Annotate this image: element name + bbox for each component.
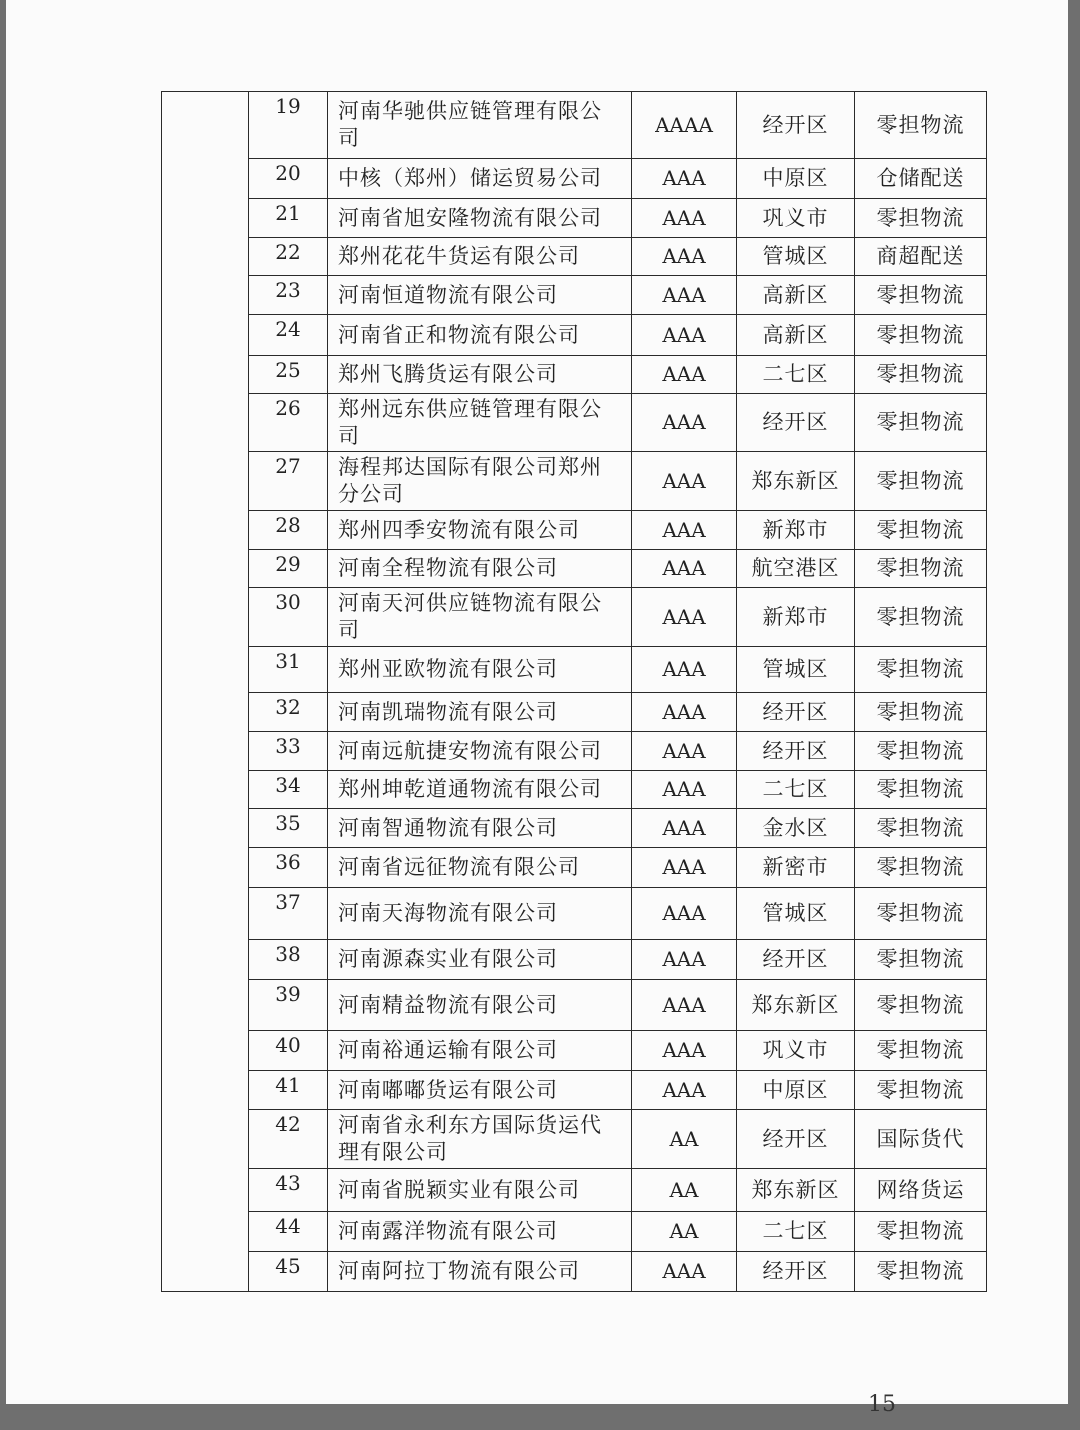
grade-level: AAA	[632, 1071, 737, 1110]
grade-level: AAA	[632, 980, 737, 1031]
grade-level: AAA	[632, 940, 737, 980]
company-name: 河南省旭安隆物流有限公司	[328, 199, 632, 238]
business-type: 零担物流	[855, 92, 987, 159]
grade-level: AAA	[632, 771, 737, 809]
row-number: 44	[249, 1212, 328, 1252]
row-number: 40	[249, 1031, 328, 1071]
company-name: 河南嘟嘟货运有限公司	[328, 1071, 632, 1110]
company-name: 河南省脱颖实业有限公司	[328, 1169, 632, 1212]
district: 中原区	[737, 159, 855, 199]
page-number: 15	[868, 1392, 896, 1417]
row-number: 39	[249, 980, 328, 1031]
row-number: 19	[249, 92, 328, 159]
grade-level: AAA	[632, 1031, 737, 1071]
row-number: 35	[249, 809, 328, 848]
district: 经开区	[737, 940, 855, 980]
row-number: 33	[249, 732, 328, 771]
company-name: 郑州四季安物流有限公司	[328, 511, 632, 550]
district: 新密市	[737, 848, 855, 888]
district: 管城区	[737, 647, 855, 693]
business-type: 国际货代	[855, 1110, 987, 1169]
district: 航空港区	[737, 550, 855, 588]
grade-level: AAA	[632, 647, 737, 693]
business-type: 零担物流	[855, 980, 987, 1031]
table-row	[162, 1212, 987, 1252]
company-name: 河南恒道物流有限公司	[328, 276, 632, 315]
table-row	[162, 732, 987, 771]
company-name: 河南阿拉丁物流有限公司	[328, 1252, 632, 1292]
business-type: 零担物流	[855, 940, 987, 980]
district: 巩义市	[737, 1031, 855, 1071]
table-row	[162, 238, 987, 276]
company-name: 郑州远东供应链管理有限公司	[328, 394, 632, 452]
grade-level: AAA	[632, 452, 737, 511]
row-number: 38	[249, 940, 328, 980]
district: 管城区	[737, 238, 855, 276]
row-number: 41	[249, 1071, 328, 1110]
table-row	[162, 199, 987, 238]
merged-category-cell	[162, 92, 249, 1292]
table-row	[162, 980, 987, 1031]
row-number: 37	[249, 888, 328, 940]
company-table	[161, 91, 987, 1292]
grade-level: AAA	[632, 199, 737, 238]
district: 郑东新区	[737, 980, 855, 1031]
company-name: 河南裕通运输有限公司	[328, 1031, 632, 1071]
company-name: 海程邦达国际有限公司郑州分公司	[328, 452, 632, 511]
business-type: 零担物流	[855, 693, 987, 732]
district: 中原区	[737, 1071, 855, 1110]
company-name: 郑州花花牛货运有限公司	[328, 238, 632, 276]
company-name: 中核（郑州）储运贸易公司	[328, 159, 632, 199]
row-number: 28	[249, 511, 328, 550]
table-row	[162, 1071, 987, 1110]
table-row	[162, 1169, 987, 1212]
business-type: 零担物流	[855, 588, 987, 647]
company-name: 河南华驰供应链管理有限公司	[328, 92, 632, 159]
district: 金水区	[737, 809, 855, 848]
business-type: 零担物流	[855, 1252, 987, 1292]
row-number: 42	[249, 1110, 328, 1169]
grade-level: AAA	[632, 276, 737, 315]
district: 高新区	[737, 276, 855, 315]
business-type: 零担物流	[855, 511, 987, 550]
district: 二七区	[737, 356, 855, 394]
grade-level: AAA	[632, 550, 737, 588]
company-name: 河南露洋物流有限公司	[328, 1212, 632, 1252]
grade-level: AAA	[632, 394, 737, 452]
table-row	[162, 92, 987, 159]
company-name: 河南省正和物流有限公司	[328, 315, 632, 356]
table-row	[162, 1031, 987, 1071]
row-number: 31	[249, 647, 328, 693]
business-type: 零担物流	[855, 199, 987, 238]
document-page	[6, 0, 1068, 1417]
table-row	[162, 315, 987, 356]
district: 新郑市	[737, 511, 855, 550]
company-name: 河南凯瑞物流有限公司	[328, 693, 632, 732]
company-name: 河南智通物流有限公司	[328, 809, 632, 848]
company-name: 河南天海物流有限公司	[328, 888, 632, 940]
grade-level: AA	[632, 1110, 737, 1169]
table-row	[162, 588, 987, 647]
district: 巩义市	[737, 199, 855, 238]
row-number: 26	[249, 394, 328, 452]
district: 高新区	[737, 315, 855, 356]
business-type: 零担物流	[855, 394, 987, 452]
business-type: 零担物流	[855, 356, 987, 394]
grade-level: AAA	[632, 848, 737, 888]
grade-level: AAA	[632, 693, 737, 732]
grade-level: AAAA	[632, 92, 737, 159]
business-type: 零担物流	[855, 771, 987, 809]
table-row	[162, 1110, 987, 1169]
district: 经开区	[737, 394, 855, 452]
row-number: 32	[249, 693, 328, 732]
district: 经开区	[737, 1110, 855, 1169]
business-type: 零担物流	[855, 1212, 987, 1252]
business-type: 商超配送	[855, 238, 987, 276]
business-type: 零担物流	[855, 452, 987, 511]
district: 经开区	[737, 1252, 855, 1292]
business-type: 零担物流	[855, 276, 987, 315]
table-row	[162, 276, 987, 315]
row-number: 25	[249, 356, 328, 394]
row-number: 34	[249, 771, 328, 809]
district: 管城区	[737, 888, 855, 940]
company-name: 郑州亚欧物流有限公司	[328, 647, 632, 693]
table-row	[162, 647, 987, 693]
district: 经开区	[737, 693, 855, 732]
company-name: 河南省永利东方国际货运代理有限公司	[328, 1110, 632, 1169]
row-number: 27	[249, 452, 328, 511]
row-number: 30	[249, 588, 328, 647]
table-row	[162, 511, 987, 550]
company-name: 郑州飞腾货运有限公司	[328, 356, 632, 394]
table-row	[162, 550, 987, 588]
grade-level: AAA	[632, 732, 737, 771]
row-number: 43	[249, 1169, 328, 1212]
district: 二七区	[737, 1212, 855, 1252]
grade-level: AAA	[632, 888, 737, 940]
grade-level: AA	[632, 1212, 737, 1252]
company-name: 河南远航捷安物流有限公司	[328, 732, 632, 771]
row-number: 21	[249, 199, 328, 238]
row-number: 29	[249, 550, 328, 588]
business-type: 零担物流	[855, 809, 987, 848]
table-row	[162, 693, 987, 732]
grade-level: AAA	[632, 315, 737, 356]
table-row	[162, 809, 987, 848]
row-number: 23	[249, 276, 328, 315]
business-type: 零担物流	[855, 888, 987, 940]
district: 二七区	[737, 771, 855, 809]
grade-level: AAA	[632, 238, 737, 276]
table-row	[162, 394, 987, 452]
grade-level: AAA	[632, 356, 737, 394]
district: 郑东新区	[737, 1169, 855, 1212]
company-name: 河南全程物流有限公司	[328, 550, 632, 588]
business-type: 零担物流	[855, 848, 987, 888]
grade-level: AAA	[632, 159, 737, 199]
row-number: 24	[249, 315, 328, 356]
district: 经开区	[737, 92, 855, 159]
business-type: 零担物流	[855, 1071, 987, 1110]
company-name: 河南精益物流有限公司	[328, 980, 632, 1031]
business-type: 零担物流	[855, 647, 987, 693]
table-row	[162, 356, 987, 394]
business-type: 零担物流	[855, 315, 987, 356]
business-type: 零担物流	[855, 550, 987, 588]
company-table-body	[162, 92, 987, 1292]
table-row	[162, 452, 987, 511]
grade-level: AAA	[632, 1252, 737, 1292]
business-type: 网络货运	[855, 1169, 987, 1212]
company-name: 郑州坤乾道通物流有限公司	[328, 771, 632, 809]
district: 新郑市	[737, 588, 855, 647]
table-row	[162, 159, 987, 199]
table-row	[162, 848, 987, 888]
row-number: 20	[249, 159, 328, 199]
table-row	[162, 1252, 987, 1292]
table-row	[162, 940, 987, 980]
business-type: 零担物流	[855, 732, 987, 771]
grade-level: AAA	[632, 511, 737, 550]
row-number: 22	[249, 238, 328, 276]
row-number: 45	[249, 1252, 328, 1292]
company-name: 河南天河供应链物流有限公司	[328, 588, 632, 647]
table-row	[162, 771, 987, 809]
company-name: 河南源森实业有限公司	[328, 940, 632, 980]
grade-level: AAA	[632, 809, 737, 848]
district: 郑东新区	[737, 452, 855, 511]
business-type: 仓储配送	[855, 159, 987, 199]
table-row	[162, 888, 987, 940]
row-number: 36	[249, 848, 328, 888]
grade-level: AAA	[632, 588, 737, 647]
business-type: 零担物流	[855, 1031, 987, 1071]
grade-level: AA	[632, 1169, 737, 1212]
company-name: 河南省远征物流有限公司	[328, 848, 632, 888]
district: 经开区	[737, 732, 855, 771]
